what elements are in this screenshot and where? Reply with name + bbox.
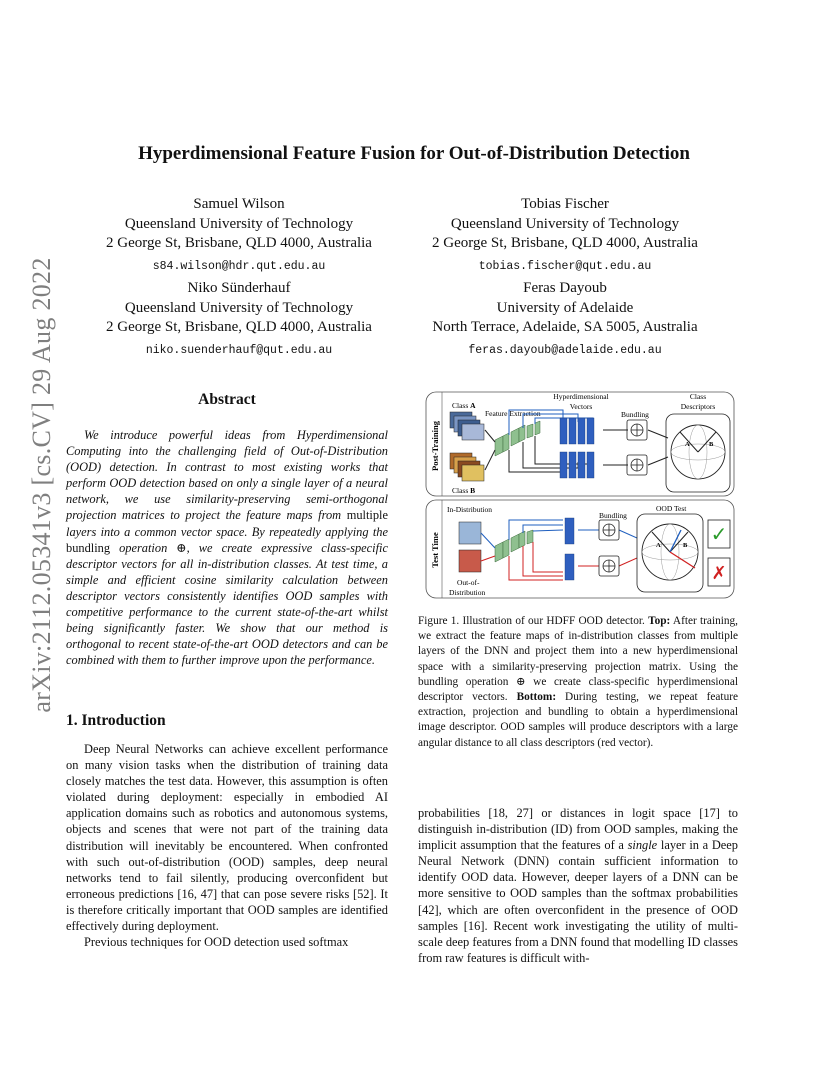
out-of-label: Out-of-: [457, 578, 480, 587]
author-affiliation: Queensland University of Technology: [450, 215, 680, 232]
paragraph: Previous techniques for OOD detection used softmax: [84, 935, 349, 950]
ood-test-sphere: [637, 514, 703, 592]
author-address: 2 George St, Brisbane, QLD 4000, Australia: [106, 235, 372, 251]
author-block-2: [414, 195, 716, 276]
class-a-images: [450, 412, 484, 440]
author-address: 2 George St, Brisbane, QLD 4000, Australia: [106, 319, 372, 335]
author-block-4: [414, 279, 716, 360]
abstract-part: We introduce powerful ideas from Hyperdimensional Computing into the challenging field of Out-of-Distribution (OOD) detection. In contrast to most existing works that perform OOD detection based on only a single layer of a neural network, we use similarity-preserving semi-orthogonal projection matrices to project the feature maps from: [66, 428, 388, 523]
introduction-right-column: [418, 805, 738, 966]
abstract-part: layers into a common vector space. By repeatedly applying the: [66, 524, 388, 539]
author-email: niko.suenderhauf@qut.edu.au: [145, 343, 333, 357]
figure-1-diagram: [423, 390, 736, 600]
abstract-upright-word: multiple: [346, 508, 388, 523]
abstract-text: [66, 427, 388, 668]
class-label: Class: [689, 392, 707, 401]
ood-test-label: OOD Test: [656, 504, 687, 513]
arc-label-a-test: A: [656, 542, 661, 549]
arxiv-identifier: arXiv:2112.05341v3 [cs.CV] 29 Aug 2022: [27, 257, 56, 713]
vectors-label: Vectors: [569, 402, 593, 411]
paper-title: Hyperdimensional Feature Fusion for Out-of-Distribution Detection: [138, 143, 690, 164]
paragraph-part: probabilities [18, 27] or distances in logit space [17] to distinguish in-distribution (ID) from OOD samples, making the implicit assumption that the features of a: [418, 806, 738, 853]
bundling-operator-top: [627, 420, 647, 475]
emphasis: single: [627, 838, 658, 853]
arc-label-a: A: [685, 441, 690, 448]
test-time-label: Test Time: [430, 532, 440, 568]
out-of-distribution-image: [459, 550, 481, 572]
network-top: [495, 421, 540, 456]
caption-part: During testing, we repeat feature extraction, projection and bundling to obtain a hyperdimensional image descriptor. OOD samples will produce descriptors with a large angular distance to all class descriptors (red vector).: [418, 691, 738, 749]
bundling-label-bottom: Bundling: [599, 511, 627, 520]
class-b-label: Class B: [452, 486, 476, 495]
bundling-label-top: Bundling: [621, 410, 649, 419]
author-address: North Terrace, Adelaide, SA 5005, Australia: [432, 319, 698, 335]
abstract-heading: Abstract: [198, 391, 256, 408]
feature-extraction-label: Feature Extraction: [485, 409, 541, 418]
author-name: Niko Sünderhauf: [187, 280, 291, 296]
section-heading-introduction: 1. Introduction: [66, 712, 166, 729]
figure-1-caption: [418, 614, 738, 751]
author-email: feras.dayoub@adelaide.edu.au: [468, 343, 662, 357]
caption-part: Figure 1. Illustration of our HDFF OOD detector.: [418, 615, 649, 627]
author-block-1: [88, 195, 390, 276]
hd-vectors-bottom: [565, 518, 574, 580]
author-email: tobias.fischer@qut.edu.au: [478, 259, 652, 273]
author-name: Feras Dayoub: [523, 280, 607, 296]
caption-bold: Bottom:: [516, 691, 557, 704]
introduction-left-column: [66, 741, 388, 950]
arxiv-sidebar: [22, 257, 62, 713]
distribution-label: Distribution: [449, 588, 486, 597]
arc-label-b: B: [709, 441, 714, 448]
author-affiliation: University of Adelaide: [496, 299, 634, 316]
descriptors-label: Descriptors: [680, 402, 716, 411]
bundling-operator-bottom: [599, 520, 619, 576]
abstract-part: operation ⊕, we create expressive class-specific descriptor vectors for all in-distribution classes. At test time, a simple and efficient cosine similarity calculation between descriptor vectors consistently identifies OOD samples with competitive performance to the current state-of-the-art whilst being significantly faster. We show that our method is orthogonal to recent state-of-the-art OOD detectors and can be combined with them to further improve upon the performance.: [66, 540, 388, 668]
hd-vectors-top: [560, 418, 594, 478]
caption-part: After training, we extract the feature maps of in-distribution classes from multiple layers of the DNN and project them into a new hyperdimensional space with a similarity-preserving projection matrix. Using the bundling operation ⊕ we create class-specific hyperdimensional descriptor vectors.: [418, 615, 738, 704]
cross-icon: ✗: [711, 563, 727, 583]
author-affiliation: Queensland University of Technology: [124, 215, 354, 232]
author-address: 2 George St, Brisbane, QLD 4000, Australia: [432, 235, 698, 251]
author-affiliation: Queensland University of Technology: [124, 299, 354, 316]
class-descriptor-sphere: [666, 414, 730, 492]
in-distribution-label: In-Distribution: [447, 505, 492, 514]
paragraph-part: layer in a Deep Neural Network (DNN) contain sufficient information to identify OOD data. However, deeper layers of a DNN can be more sensitive to OOD samples than the softmax probabilities [42], which are often overconfident in the presence of OOD samples [16]. Recent work investigating the utility of multi-scale deep features from a DNN found that modelling ID classes from raw features is difficult with-: [418, 838, 738, 965]
author-name: Samuel Wilson: [193, 196, 285, 212]
author-email: s84.wilson@hdr.qut.edu.au: [152, 259, 326, 273]
network-bottom: [495, 530, 533, 562]
author-block-3: [88, 279, 390, 360]
hyperdimensional-label: Hyperdimensional: [553, 392, 609, 401]
arc-label-b-test: B: [683, 542, 688, 549]
check-icon: ✓: [710, 524, 728, 546]
paragraph: Deep Neural Networks can achieve excellent performance on many vision tasks when the distribution of training data closely matches the test data. However, this assumption is often violated during deployment: especially in embodied AI application domains such as robotics and autonomous systems, objects and scenes that were not part of the training data distribution will inevitably be encountered. When confronted with such out-of-distribution (OOD) samples, deep neural networks tend to fail silently, producing overconfident but erroneous predictions [16, 47] that can pose severe risks [52]. It is therefore critically important that OOD samples are identified effectively during deployment.: [66, 742, 388, 934]
post-training-label: Post-Training: [430, 421, 440, 471]
class-a-label: Class A: [452, 401, 476, 410]
author-name: Tobias Fischer: [521, 196, 609, 212]
result-indicators: [708, 520, 730, 586]
in-distribution-image: [459, 522, 481, 544]
class-b-images: [450, 453, 484, 481]
caption-bold: Top:: [648, 615, 671, 627]
abstract-upright-word: bundling: [66, 540, 111, 555]
